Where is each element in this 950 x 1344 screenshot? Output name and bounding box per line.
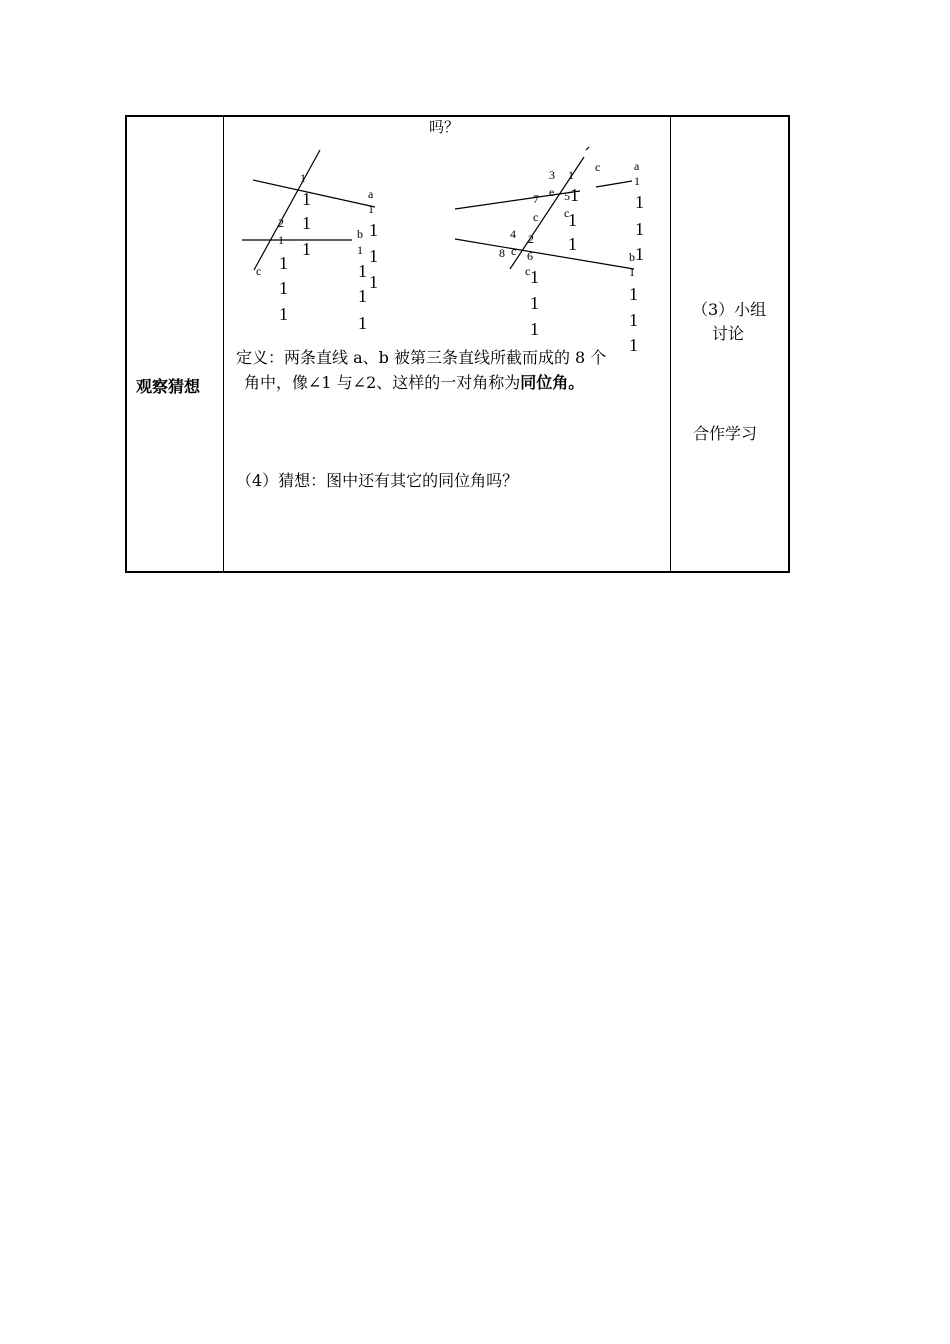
- artifact-one: 1: [530, 319, 539, 339]
- glyph-c: c: [525, 264, 531, 278]
- glyph-c: c: [533, 210, 539, 224]
- activity-discuss-label: 讨论: [712, 324, 745, 343]
- line-b-label-right: b: [629, 250, 635, 264]
- angle-8-label: 8: [499, 246, 505, 260]
- artifact-one: 1: [357, 243, 363, 257]
- transversal-c-right-dash: [586, 147, 589, 150]
- angle-2-label-right: 2: [528, 232, 534, 246]
- glyph-c: c: [511, 244, 517, 258]
- artifact-one: 1: [568, 210, 577, 230]
- artifact-one: 1: [635, 244, 644, 264]
- artifact-one: 1: [302, 239, 311, 259]
- definition-line-1: 定义：两条直线 a、b 被第三条直线所截而成的 8 个: [236, 348, 607, 367]
- artifact-one: 1: [302, 213, 311, 233]
- angle-1-label-right: 1: [568, 168, 574, 182]
- conjecture-question: （4）猜想：图中还有其它的同位角吗？: [236, 471, 519, 490]
- artifact-one: 1: [369, 246, 378, 266]
- artifact-one: 1: [629, 284, 638, 304]
- angle-7-label: 7: [533, 192, 539, 206]
- artifact-one: 1: [635, 219, 644, 239]
- angle-5-label: 5: [564, 189, 570, 203]
- artifact-one: 1: [358, 313, 367, 333]
- angle-1-label-left: 1: [300, 171, 306, 185]
- artifact-one: 1: [279, 278, 288, 298]
- artifact-one: 1: [530, 267, 539, 287]
- artifact-one: 1: [369, 272, 378, 292]
- definition-term: 同位角。: [520, 373, 585, 392]
- artifact-one: 1: [358, 261, 367, 281]
- continued-question-tail: 吗？: [429, 118, 460, 136]
- line-a-label-right: a: [634, 159, 640, 173]
- artifact-one: 1: [634, 174, 640, 188]
- artifact-one: 1: [635, 192, 644, 212]
- angle-3-label: 3: [549, 168, 555, 182]
- artifact-one: 1: [368, 202, 374, 216]
- artifact-one: 1: [629, 265, 635, 279]
- glyph-c: c: [564, 206, 570, 220]
- line-c-label-left: c: [256, 264, 262, 278]
- artifact-one: 1: [279, 253, 288, 273]
- line-a-label-left: a: [368, 187, 374, 201]
- angle-6-label: 6: [527, 249, 533, 263]
- activity-group-label: （3）小组: [692, 300, 767, 319]
- activity-cooperate-label: 合作学习: [693, 424, 758, 443]
- artifact-one: 1: [302, 189, 311, 209]
- artifact-one: 1: [530, 293, 539, 313]
- artifact-one: 1: [568, 234, 577, 254]
- glyph-e: e: [549, 185, 555, 199]
- artifact-one: 1: [278, 233, 284, 247]
- artifact-one: 1: [279, 304, 288, 324]
- line-a-right-dash: [596, 181, 632, 187]
- line-b-right: [455, 239, 634, 269]
- line-c-label-right: c: [595, 160, 601, 174]
- artifact-one: 1: [570, 185, 579, 205]
- line-b-label-left: b: [357, 227, 363, 241]
- artifact-one: 1: [369, 220, 378, 240]
- definition-line-2-text: 角中，像∠1 与∠2、这样的一对角称为: [244, 373, 521, 392]
- line-a-right: [455, 191, 580, 209]
- angle-2-label-left: 2: [278, 216, 284, 230]
- artifact-one: 1: [358, 286, 367, 306]
- artifact-one: 1: [629, 310, 638, 330]
- artifact-one: 1: [629, 335, 638, 355]
- angle-4-label: 4: [510, 227, 516, 241]
- section-label: 观察猜想: [136, 377, 201, 396]
